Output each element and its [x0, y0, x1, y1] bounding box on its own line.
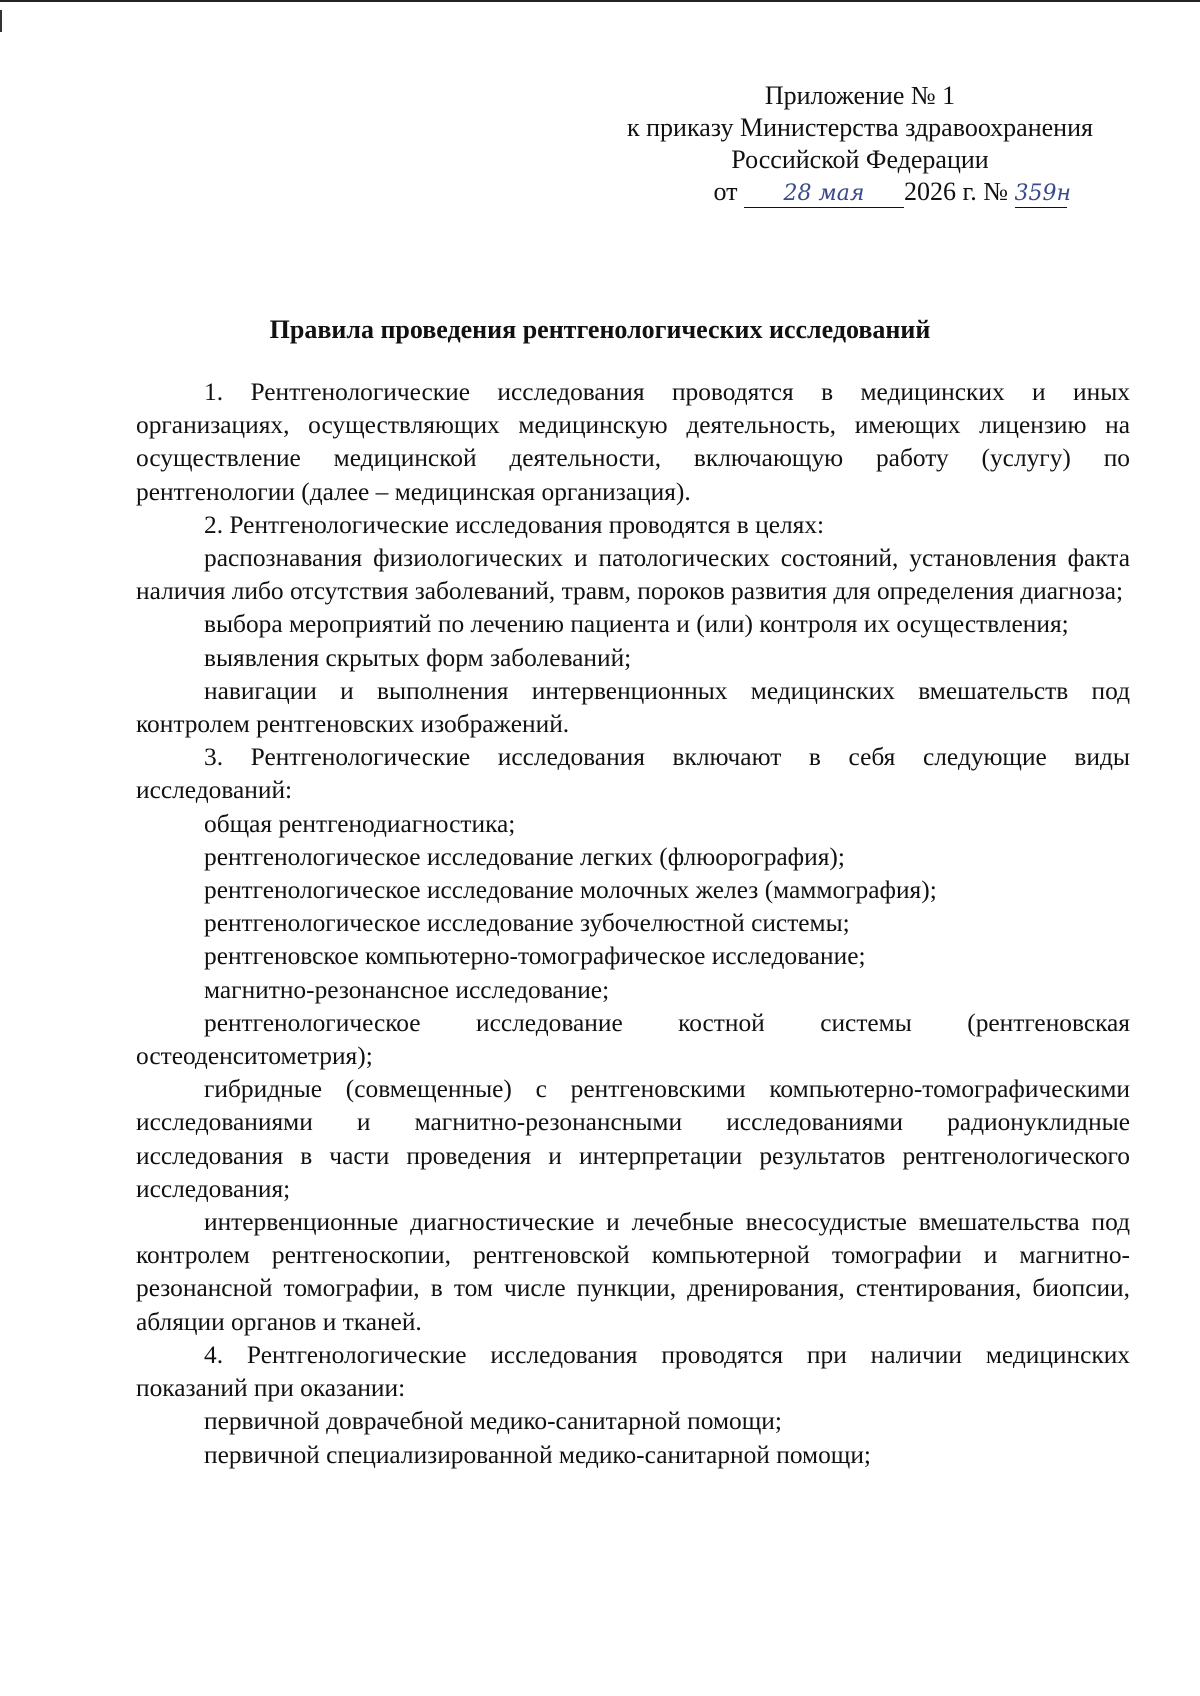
appendix-number: Приложение № 1 [764, 81, 956, 110]
order-year: 2026 г. № [903, 177, 1009, 206]
paragraph-3-item: гибридные (совмещенные) с рентгеновскими компьютерно-томографическими исследованиями и магнитно-резонансными исследованиями радионуклидные исследования в части проведения и интерпретации результатов рентгенологического исследования; [136, 1075, 1130, 1203]
paragraph-3-item: рентгеновское компьютерно-томографическое исследование; [204, 942, 866, 971]
paragraph-4-item: первичной доврачебной медико-санитарной помощи; [204, 1407, 782, 1436]
paragraph-2: 2. Рентгенологические исследования проводятся в целях: [204, 510, 825, 539]
paragraph-3: 3. Рентгенологические исследования включают в себя следующие виды исследований: [136, 743, 1130, 805]
paragraph-3-item: магнитно-резонансное исследование; [204, 975, 610, 1004]
paragraph-1: 1. Рентгенологические исследования проводятся в медицинских и иных организациях, осуществляющих медицинскую деятельность, имеющих лицензию на осуществление медицинской деятельности, включающую работу (услугу) по рентгенологии (далее – медицинская организация). [136, 378, 1130, 506]
ministry-country: Российской Федерации [731, 145, 989, 174]
paragraph-2-item: выявления скрытых форм заболеваний; [204, 643, 632, 672]
appendix-header [600, 80, 1120, 208]
paragraph-3-item: рентгенологическое исследование зубочелюстной системы; [204, 909, 850, 938]
order-date-line [660, 176, 1120, 208]
paragraph-4-item: первичной специализированной медико-санитарной помощи; [204, 1440, 871, 1469]
order-prefix: от [713, 177, 738, 206]
paragraph-2-item: навигации и выполнения интервенционных медицинских вмешательств под контролем рентгеновских изображений. [136, 676, 1130, 739]
order-reference: к приказу Министерства здравоохранения [627, 113, 1093, 142]
paragraph-3-item: рентгенологическое исследование костной системы (рентгеновская остеоденситометрия); [136, 1008, 1130, 1071]
document-title: Правила проведения рентгенологических исследований [269, 315, 931, 344]
document-body [136, 376, 1130, 1472]
paragraph-3-item: рентгенологическое исследование легких (флюорография); [204, 842, 845, 871]
order-date-handwritten: 28 мая [744, 181, 904, 208]
paragraph-3-item: общая рентгенодиагностика; [204, 809, 516, 838]
scan-top-edge [0, 0, 1200, 2]
paragraph-4: 4. Рентгенологические исследования проводятся при наличии медицинских показаний при оказании: [136, 1340, 1130, 1403]
paragraph-2-item: распознавания физиологических и патологических состояний, установления факта наличия либо отсутствия заболеваний, травм, пороков развития для определения диагноза; [136, 544, 1130, 606]
order-number-handwritten: 359н [1014, 181, 1072, 206]
scan-left-mark [0, 10, 2, 32]
paragraph-3-item: рентгенологическое исследование молочных желез (маммография); [204, 876, 937, 905]
paragraph-3-item: интервенционные диагностические и лечебные внесосудистые вмешательства под контролем рентгеноскопии, рентгеновской компьютерной томографии и магнитно-резонансной томографии, в том числе пункции, дренирования, стентирования, биопсии, абляции органов и тканей. [136, 1208, 1130, 1336]
paragraph-2-item: выбора мероприятий по лечению пациента и (или) контроля их осуществления; [204, 610, 1069, 639]
